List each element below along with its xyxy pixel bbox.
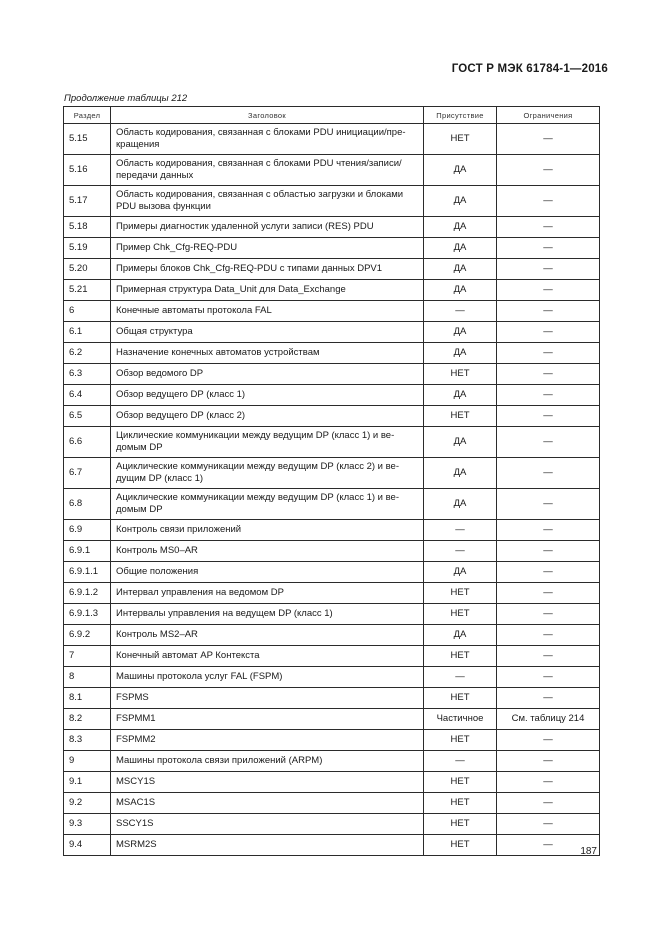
title-cell: SSCY1S: [111, 814, 424, 835]
table-row: [64, 238, 600, 259]
presence-cell: ДА: [424, 155, 497, 186]
presence-cell: НЕТ: [424, 604, 497, 625]
limits-cell: —: [497, 625, 600, 646]
limits-cell: —: [497, 217, 600, 238]
table-row: [64, 364, 600, 385]
presence-cell: ДА: [424, 562, 497, 583]
title-cell: Контроль связи приложений: [111, 520, 424, 541]
limits-cell: —: [497, 814, 600, 835]
limits-cell: —: [497, 583, 600, 604]
limits-cell: —: [497, 541, 600, 562]
section-cell: 8.1: [64, 688, 111, 709]
title-cell: Конечный автомат AP Контекста: [111, 646, 424, 667]
table-row: [64, 772, 600, 793]
title-cell: MSRM2S: [111, 835, 424, 856]
table-row: [64, 427, 600, 458]
column-header-presence: Присутствие: [424, 107, 497, 124]
title-cell: Контроль MS2–AR: [111, 625, 424, 646]
page-number: 187: [580, 846, 597, 857]
table-row: [64, 751, 600, 772]
presence-cell: ДА: [424, 259, 497, 280]
table-row: [64, 646, 600, 667]
title-cell: Примеры блоков Chk_Cfg-REQ-PDU с типами данных DPV1: [111, 259, 424, 280]
limits-cell: —: [497, 280, 600, 301]
table-row: [64, 604, 600, 625]
limits-cell: —: [497, 301, 600, 322]
presence-cell: —: [424, 667, 497, 688]
title-cell: Ациклические коммуникации между ведущим DP (класс 1) и ве-домым DP: [111, 489, 424, 520]
presence-cell: ДА: [424, 322, 497, 343]
presence-cell: —: [424, 520, 497, 541]
table-row: [64, 835, 600, 856]
limits-cell: —: [497, 646, 600, 667]
table-row: [64, 343, 600, 364]
section-cell: 6.2: [64, 343, 111, 364]
title-cell: Примерная структура Data_Unit для Data_Exchange: [111, 280, 424, 301]
table-row: [64, 385, 600, 406]
table-row: [64, 489, 600, 520]
section-cell: 6.9.1.1: [64, 562, 111, 583]
section-cell: 6.9.2: [64, 625, 111, 646]
presence-cell: НЕТ: [424, 793, 497, 814]
section-cell: 9.3: [64, 814, 111, 835]
table-row: [64, 541, 600, 562]
title-cell: Общая структура: [111, 322, 424, 343]
section-cell: 9.4: [64, 835, 111, 856]
title-cell: Обзор ведомого DP: [111, 364, 424, 385]
column-header-title: Заголовок: [111, 107, 424, 124]
title-cell: FSPMM2: [111, 730, 424, 751]
limits-cell: —: [497, 343, 600, 364]
limits-cell: —: [497, 520, 600, 541]
presence-cell: НЕТ: [424, 688, 497, 709]
column-header-limits: Ограничения: [497, 107, 600, 124]
table-row: [64, 280, 600, 301]
limits-cell: —: [497, 186, 600, 217]
title-cell: Машины протокола услуг FAL (FSPM): [111, 667, 424, 688]
presence-cell: НЕТ: [424, 583, 497, 604]
limits-cell: —: [497, 835, 600, 856]
title-cell: Обзор ведущего DP (класс 1): [111, 385, 424, 406]
table-row: [64, 458, 600, 489]
section-cell: 9.1: [64, 772, 111, 793]
section-cell: 6.9.1.3: [64, 604, 111, 625]
presence-cell: НЕТ: [424, 772, 497, 793]
table-row: [64, 155, 600, 186]
document-header: ГОСТ Р МЭК 61784-1—2016: [451, 63, 608, 75]
requirements-table: [63, 106, 600, 856]
limits-cell: —: [497, 364, 600, 385]
section-cell: 6.8: [64, 489, 111, 520]
table-row: [64, 217, 600, 238]
table-row: [64, 520, 600, 541]
section-cell: 5.21: [64, 280, 111, 301]
presence-cell: НЕТ: [424, 406, 497, 427]
limits-cell: См. таблицу 214: [497, 709, 600, 730]
limits-cell: —: [497, 427, 600, 458]
limits-cell: —: [497, 667, 600, 688]
title-cell: FSPMS: [111, 688, 424, 709]
title-cell: Общие положения: [111, 562, 424, 583]
title-cell: Ациклические коммуникации между ведущим DP (класс 2) и ве-дущим DP (класс 1): [111, 458, 424, 489]
presence-cell: НЕТ: [424, 364, 497, 385]
limits-cell: —: [497, 730, 600, 751]
limits-cell: —: [497, 751, 600, 772]
title-cell: Область кодирования, связанная с областью загрузки и блоками PDU вызова функции: [111, 186, 424, 217]
table-row: [64, 186, 600, 217]
limits-cell: —: [497, 124, 600, 155]
table-row: [64, 793, 600, 814]
table-row: [64, 562, 600, 583]
presence-cell: ДА: [424, 186, 497, 217]
presence-cell: ДА: [424, 217, 497, 238]
limits-cell: —: [497, 688, 600, 709]
section-cell: 6.4: [64, 385, 111, 406]
presence-cell: ДА: [424, 343, 497, 364]
section-cell: 5.18: [64, 217, 111, 238]
title-cell: Пример Chk_Cfg-REQ-PDU: [111, 238, 424, 259]
table-row: [64, 322, 600, 343]
section-cell: 9.2: [64, 793, 111, 814]
section-cell: 7: [64, 646, 111, 667]
section-cell: 5.15: [64, 124, 111, 155]
presence-cell: НЕТ: [424, 730, 497, 751]
section-cell: 6: [64, 301, 111, 322]
title-cell: Интервалы управления на ведущем DP (класс 1): [111, 604, 424, 625]
presence-cell: ДА: [424, 427, 497, 458]
title-cell: Контроль MS0–AR: [111, 541, 424, 562]
title-cell: MSAC1S: [111, 793, 424, 814]
section-cell: 6.5: [64, 406, 111, 427]
presence-cell: ДА: [424, 280, 497, 301]
title-cell: Область кодирования, связанная с блоками PDU инициации/пре-кращения: [111, 124, 424, 155]
table-row: [64, 259, 600, 280]
title-cell: Циклические коммуникации между ведущим DP (класс 1) и ве-домым DP: [111, 427, 424, 458]
title-cell: Обзор ведущего DP (класс 2): [111, 406, 424, 427]
table-row: [64, 301, 600, 322]
section-cell: 8.2: [64, 709, 111, 730]
table-row: [64, 667, 600, 688]
limits-cell: —: [497, 489, 600, 520]
section-cell: 6.9.1.2: [64, 583, 111, 604]
title-cell: Интервал управления на ведомом DP: [111, 583, 424, 604]
presence-cell: ДА: [424, 385, 497, 406]
section-cell: 5.16: [64, 155, 111, 186]
table-row: [64, 709, 600, 730]
limits-cell: —: [497, 238, 600, 259]
section-cell: 6.9: [64, 520, 111, 541]
table-row: [64, 730, 600, 751]
section-cell: 6.9.1: [64, 541, 111, 562]
presence-cell: НЕТ: [424, 835, 497, 856]
presence-cell: НЕТ: [424, 124, 497, 155]
table-row: [64, 814, 600, 835]
title-cell: FSPMM1: [111, 709, 424, 730]
title-cell: Область кодирования, связанная с блоками PDU чтения/записи/передачи данных: [111, 155, 424, 186]
presence-cell: НЕТ: [424, 646, 497, 667]
limits-cell: —: [497, 155, 600, 186]
presence-cell: ДА: [424, 489, 497, 520]
section-cell: 5.17: [64, 186, 111, 217]
section-cell: 5.19: [64, 238, 111, 259]
table-body: [64, 124, 600, 856]
table-header-row: [64, 107, 600, 124]
limits-cell: —: [497, 562, 600, 583]
title-cell: Машины протокола связи приложений (ARPM): [111, 751, 424, 772]
table-row: [64, 406, 600, 427]
limits-cell: —: [497, 385, 600, 406]
presence-cell: —: [424, 541, 497, 562]
table-row: [64, 583, 600, 604]
section-cell: 6.3: [64, 364, 111, 385]
table-caption: Продолжение таблицы 212: [64, 93, 188, 104]
presence-cell: Частичное: [424, 709, 497, 730]
table-row: [64, 688, 600, 709]
table-row: [64, 124, 600, 155]
limits-cell: —: [497, 458, 600, 489]
title-cell: MSCY1S: [111, 772, 424, 793]
title-cell: Примеры диагностик удаленной услуги записи (RES) PDU: [111, 217, 424, 238]
presence-cell: ДА: [424, 458, 497, 489]
section-cell: 9: [64, 751, 111, 772]
table-row: [64, 625, 600, 646]
limits-cell: —: [497, 604, 600, 625]
title-cell: Конечные автоматы протокола FAL: [111, 301, 424, 322]
presence-cell: —: [424, 301, 497, 322]
limits-cell: —: [497, 793, 600, 814]
limits-cell: —: [497, 772, 600, 793]
section-cell: 8.3: [64, 730, 111, 751]
limits-cell: —: [497, 406, 600, 427]
title-cell: Назначение конечных автоматов устройствам: [111, 343, 424, 364]
section-cell: 6.7: [64, 458, 111, 489]
section-cell: 6.1: [64, 322, 111, 343]
presence-cell: —: [424, 751, 497, 772]
presence-cell: НЕТ: [424, 814, 497, 835]
limits-cell: —: [497, 322, 600, 343]
presence-cell: ДА: [424, 238, 497, 259]
section-cell: 8: [64, 667, 111, 688]
presence-cell: ДА: [424, 625, 497, 646]
column-header-section: Раздел: [64, 107, 111, 124]
section-cell: 6.6: [64, 427, 111, 458]
limits-cell: —: [497, 259, 600, 280]
section-cell: 5.20: [64, 259, 111, 280]
